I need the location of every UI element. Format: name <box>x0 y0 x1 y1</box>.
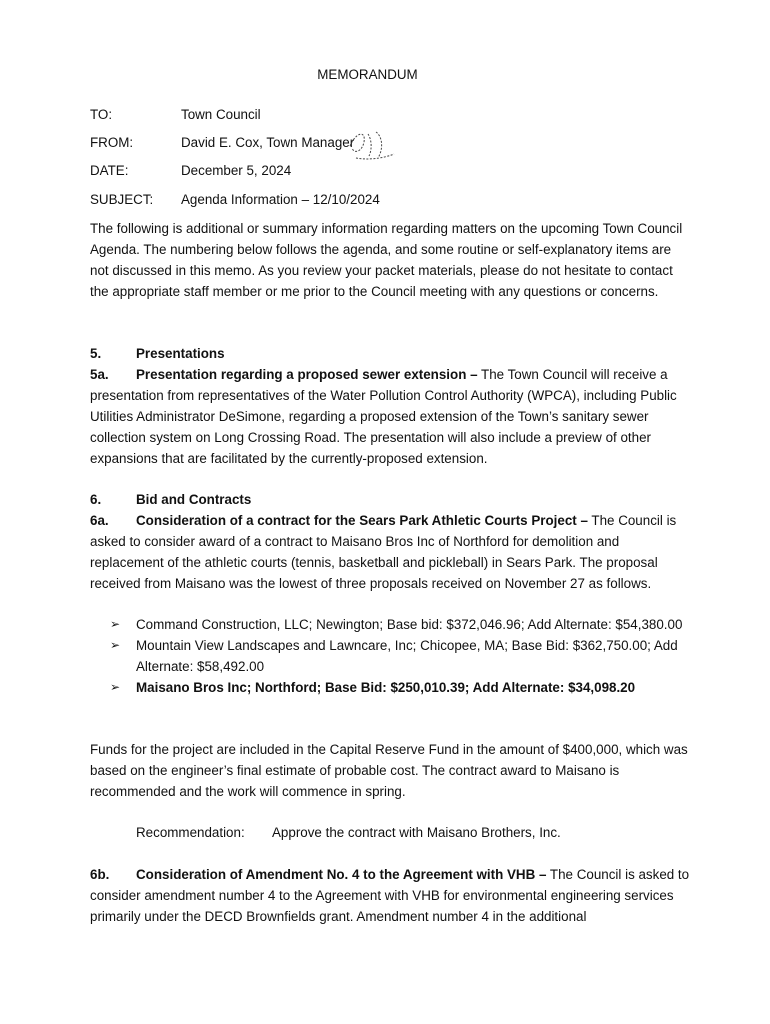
item-5a-number: 5a. <box>90 367 109 382</box>
date-label: DATE: <box>90 163 129 178</box>
section-5-heading <box>90 343 225 364</box>
item-6a-paragraph <box>90 510 690 594</box>
intro-paragraph: The following is additional or summary information regarding matters on the upcoming Town Council Agenda. The numbering below follows the agenda, and some routine or self-explanatory items are not discussed in this memo. As you review your packet materials, please do not hesitate to contact the appropriate staff member or me prior to the Council meeting with any questions or concerns. <box>90 221 683 299</box>
item-6b-number: 6b. <box>90 867 110 882</box>
bid-text-winning: Maisano Bros Inc; Northford; Base Bid: $250,010.39; Add Alternate: $34,098.20 <box>136 680 636 695</box>
subject-value: Agenda Information – 12/10/2024 <box>181 192 380 207</box>
bid-text: Mountain View Landscapes and Lawncare, Inc; Chicopee, MA; Base Bid: $362,750.00; Add Alternate: $58,492.00 <box>136 638 678 674</box>
from-label: FROM: <box>90 135 134 150</box>
item-5a-paragraph <box>90 364 690 469</box>
recommendation-value: Approve the contract with Maisano Brothers, Inc. <box>272 825 561 840</box>
to-value: Town Council <box>181 107 261 122</box>
arrow-bullet-icon: ➢ <box>110 617 121 631</box>
memo-title: MEMORANDUM <box>317 67 418 82</box>
section-5-title: Presentations <box>136 346 225 361</box>
item-6b-paragraph <box>90 864 690 927</box>
section-5-number: 5. <box>90 346 102 361</box>
item-6a-title: Consideration of a contract for the Sears Park Athletic Courts Project – <box>136 513 588 528</box>
signature-mark <box>342 124 402 162</box>
item-6a-text: The Council is asked to consider award of a contract to Maisano Bros Inc of Northford for demolition and replacement of the athletic courts (tennis, basketball and pickleball) in Sears Park. The proposal received from Maisano was the lowest of three proposals received on November 27 as follows. <box>90 513 677 591</box>
from-value: David E. Cox, Town Manager <box>181 135 355 150</box>
date-value: December 5, 2024 <box>181 163 292 178</box>
arrow-bullet-icon: ➢ <box>110 680 121 694</box>
section-6-title: Bid and Contracts <box>136 492 252 507</box>
item-6b-title: Consideration of Amendment No. 4 to the Agreement with VHB – <box>136 867 547 882</box>
recommendation-row <box>136 822 561 843</box>
item-5a-title: Presentation regarding a proposed sewer extension – <box>136 367 478 382</box>
subject-label: SUBJECT: <box>90 192 154 207</box>
list-item <box>110 677 690 698</box>
bid-text: Command Construction, LLC; Newington; Base bid: $372,046.96; Add Alternate: $54,380.00 <box>136 617 683 632</box>
recommendation-label: Recommendation: <box>136 825 245 840</box>
item-6b-text: The Council is asked to consider amendment number 4 to the Agreement with VHB for environmental engineering services primarily under the DECD Brownfields grant. Amendment number 4 in the additional <box>90 867 690 924</box>
funds-paragraph: Funds for the project are included in the Capital Reserve Fund in the amount of $400,000, which was based on the engineer’s final estimate of probable cost. The contract award to Maisano is recommended and the work will commence in spring. <box>90 742 688 799</box>
to-label: TO: <box>90 107 113 122</box>
item-6a-number: 6a. <box>90 513 109 528</box>
section-6-number: 6. <box>90 492 102 507</box>
bid-list <box>110 614 690 698</box>
list-item <box>110 614 690 635</box>
item-5a-text: The Town Council will receive a presentation from representatives of the Water Pollution Control Authority (WPCA), including Public Utilities Administrator DeSimone, regarding a proposed extension of the Town’s sanitary sewer collection system on Long Crossing Road. The presentation will also include a preview of other expansions that are facilitated by the currently-proposed extension. <box>90 367 677 466</box>
arrow-bullet-icon: ➢ <box>110 638 121 652</box>
section-6-heading <box>90 489 251 510</box>
list-item <box>110 635 690 677</box>
